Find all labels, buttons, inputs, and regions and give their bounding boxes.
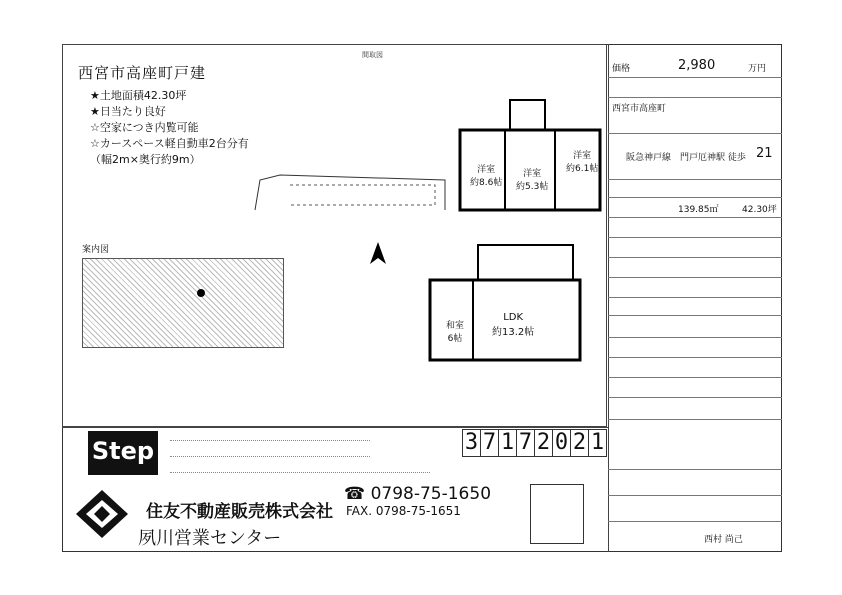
listing-title: 西宮市高座町戸建	[78, 64, 207, 82]
divider	[170, 472, 430, 473]
floorplan-header-label: 間取図	[362, 51, 383, 59]
map-pin-icon	[197, 289, 205, 297]
feature-item: （幅2m×奥行約9m）	[90, 153, 201, 166]
address-row	[608, 98, 782, 134]
info-row	[608, 218, 782, 238]
branch-name: 夙川営業センター	[138, 528, 282, 549]
feature-list	[90, 88, 249, 168]
room-label: 和室 6帖	[446, 321, 465, 344]
room-label: LDK 約13.2帖	[492, 312, 535, 338]
phone-number[interactable]: ☎ 0798-75-1650	[344, 484, 492, 504]
room-label: 洋室 約6.1帖	[566, 151, 599, 174]
station-line: 阪急神戸線	[626, 153, 672, 163]
step-logo: Step	[88, 431, 158, 475]
land-area-row	[608, 198, 782, 218]
price-row	[608, 56, 782, 78]
walk-minutes: 21	[756, 146, 773, 161]
room-label: 洋室 約5.3帖	[516, 169, 549, 192]
info-row	[608, 180, 782, 198]
price-unit: 万円	[748, 64, 767, 74]
info-row	[608, 278, 782, 298]
info-row	[608, 420, 782, 470]
car-space-sketch	[250, 170, 450, 220]
fax-number: FAX. 0798-75-1651	[346, 504, 461, 518]
room-label: 洋室 約8.6帖	[470, 165, 503, 188]
access-row	[608, 134, 782, 180]
feature-item: ☆カースペース軽自動車2台分有	[90, 137, 249, 150]
map-label: 案内図	[82, 245, 110, 255]
feature-item: ☆空家につき内覧可能	[90, 121, 199, 134]
info-row	[608, 470, 782, 496]
company-logo-icon	[72, 488, 132, 540]
price-value: 2,980	[678, 58, 716, 73]
price-label: 価格	[612, 64, 631, 74]
info-row	[608, 398, 782, 420]
land-tsubo-value: 42.30坪	[742, 205, 777, 215]
info-row	[608, 316, 782, 338]
info-row	[608, 258, 782, 278]
staff-name: 西村 尚己	[704, 535, 743, 545]
divider	[170, 456, 370, 457]
location-map[interactable]	[82, 258, 284, 348]
address-value: 西宮市高座町	[612, 104, 667, 114]
feature-item: ★日当たり良好	[90, 105, 166, 118]
land-area-value: 139.85㎡	[678, 205, 719, 215]
info-row	[608, 238, 782, 258]
floorplan-1f	[418, 240, 593, 365]
north-arrow-icon	[368, 240, 388, 266]
company-name: 住友不動産販売株式会社	[146, 502, 333, 522]
info-row	[608, 378, 782, 398]
map-inset	[530, 484, 584, 544]
info-row	[608, 496, 782, 522]
feature-item: ★土地面積42.30坪	[90, 89, 187, 102]
staff-row	[608, 522, 782, 552]
info-row	[608, 338, 782, 358]
price-sub-row	[608, 78, 782, 98]
info-row	[608, 358, 782, 378]
divider	[170, 440, 370, 441]
walk-label: 門戸厄神駅 徒歩	[680, 153, 746, 163]
info-row	[608, 298, 782, 316]
reference-number: 3 7 1 7 2 0 2 1	[462, 429, 607, 457]
